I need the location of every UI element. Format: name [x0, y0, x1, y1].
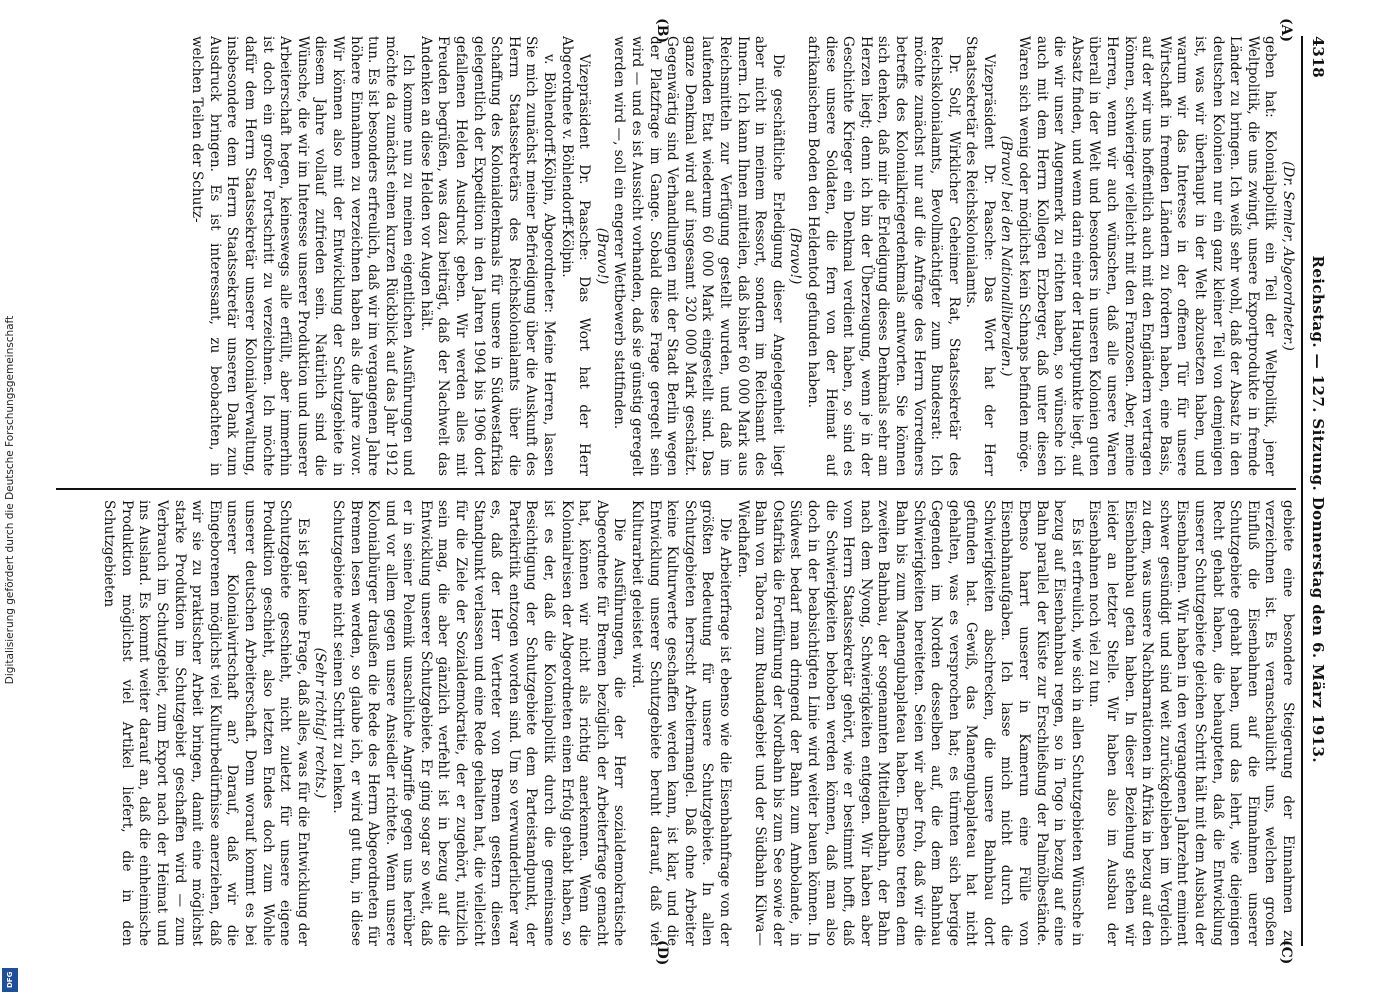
margin-mark-b: (B): [654, 18, 670, 44]
interjection: (Bravo!): [787, 227, 804, 285]
scanned-page: [50, 16, 1330, 966]
paragraph: Vizepräsident Dr. Paasche: Das Wort hat der Herr Staatssekretär des Reichskolonialamts.: [963, 36, 997, 476]
page-number: 4318: [1308, 36, 1327, 78]
paragraph: Es ist gar keine Frage, daß alles, was für die Entwicklung der Schutzgebiete geschieht, nicht zuletzt für unsere eigene Produktion geschieht, also letzten Endes doch zum Wohle unserer deutschen Arbeiterschaft. Denn worauf kommt es bei unserer Kolonialwirtschaft an? Darauf, daß wir die Eingeborenen möglichst viel Kulturbedürfnisse anerziehen, daß wir sie zu praktischer Arbeit bringen, damit eine möglichst starke Produktion im Schutzgebiet geschaffen wird — zum Verbrauch im Schutzgebiet, zum Export nach der Heimat und ins Ausland. Es kommt weiter darauf an, daß die einheimische Produktion möglichst viel Artikel liefert, die in den Schutzgebieten: [101, 500, 311, 946]
running-title: Reichstag. — 127. Sitzung. Donnerstag den 6. März 1913.: [1308, 255, 1327, 764]
paragraph: gebiete eine besondere Steigerung der Einnahmen zu verzeichnen ist. Es veranschaulicht uns, welchen großen Einfluß die Eisenbahnen auf die Einnahmen unserer Schutzgebiete gehabt haben, und das lehrt, wie diejenigen Recht gehabt haben, die behaupteten, daß die Entwicklung unserer Schutzgebiete gleichen Schritt hält mit dem Ausbau der Eisenbahnen. Wir haben in den vergangenen Jahrzehnt eminent schwer gesündigt und sind weit zurückgeblieben im Vergleich zu dem, was unsere Nachbarnationen in Afrika in bezug auf den Eisenbahnbau getan haben. In dieser Beziehung stehen wir leider an letzter Stelle. Wir haben also im Ausbau der Eisenbahnen noch viel zu tun.: [1086, 500, 1296, 946]
paragraph: Es ist erfreulich, wie sich in allen Schutzgebieten Wünsche in bezug auf Eisenbahnbau regen, so in Togo in bezug auf eine Bahn parallel der Küste zur Erschließung der Palmölbestände. Ebenso harrt unserer in Kamerun eine Fülle von Eisenbahnaufgaben. Ich lasse mich nicht durch die Schwierigkeiten abschrecken, die unsere Bahnbau dort gefunden hat. Gewiß, das Manengubaplateau hat nicht gehalten, was es versprochen hat; es türmten sich bergige Gegenden im Norden desselben auf, die dem Bahnbau Schwierigkeiten bereiteten. Seien wir aber froh, daß wir die Bahn bis zum Manengubaplateau haben. Ebenso treten dem zweiten Bahnbau, der sogenannten Mittellandbahn, der Bahn nach dem Nyong, Schwierigkeiten entgegen. Wir haben aber vom Herrn Staatssekretär gehört, wie er bestimmt hofft, daß die Schwierigkeiten behoben werden können, daß man also doch in der beabsichtigten Linie wird weiter bauen können. In Südwest bedarf man dringend der Bahn zum Ambolande, in Ostafrika die Fortführung der Nordbahn bis zum See sowie der Bahn von Tabora zum Ruandagebiet und der Südbahn Kilwa—Wiedhafen.: [734, 500, 1085, 946]
interjection: (Sehr richtig! rechts.): [312, 647, 329, 799]
column-divider: [56, 488, 1296, 490]
paragraph: v. Böhlendorff-Kölpin, Abgeordneter: Meine Herren, lassen Sie mich zunächst meiner Befriedigung über die Auskunft des Herrn Staatssekretärs des Reichskolonialamts über die Schaffung des Kolonialdenkmals für unsere in Südwestafrika gelegentlich der Expedition in den Jahren 1904 bis 1906 dort gefallenen Helden Ausdruck geben. Wir werden alles mit Freuden begrüßen, was dazu beiträgt, daß der Nachwelt das Andenken an diese Helden vor Augen hält.: [417, 36, 558, 476]
paragraph: Die Ausführungen, die der Herr sozialdemokratische Abgeordnete für Bremen bezüglich der Arbeiterfrage gemacht hat, können wir nicht als richtig anerkennen. Wenn die Kolonialreisen der Abgeordneten einen Erfolg gehabt haben, so ist es der, daß die Kolonialpolitik durch die gemeinsame Besichtigung der Schutzgebiete dem Parteistandpunkt, der Parteikritik entzogen worden sind. Um so verwunderlicher war es, daß der Herr Vertreter von Bremen gestern diesen Standpunkt verlassen und eine Rede gehalten hat, die vielleicht für die Ziele der Sozialdemokratie, der er zugehört, nützlich sein mag, die aber gänzlich verfehlt ist in bezug auf die Entwicklung unserer Schutzgebiete. Er ging sogar so weit, daß er in seiner Polemik unsachliche Angriffe gegen uns herüber und vor allem gegen unsere Ansiedler richtete. Wenn unsere Kolonialbürger draußen die Rede des Herrn Abgeordneten für Bremen lesen werden, so glaube ich, er wird gut tun, in diese Schutzgebiete nicht seinen Schritt zu lenken.: [329, 500, 628, 946]
digitization-notice-text: Digitalisierung gefördert durch die Deutsche Forschungsgemeinschaft: [4, 315, 17, 685]
left-column: [56, 36, 1296, 476]
digitization-notice: [0, 0, 20, 1000]
right-column: [56, 500, 1296, 946]
page-header: [1304, 36, 1330, 946]
paragraph: Ich komme nun zu meinen eigentlichen Ausführungen und möchte da zunächst einen kurzen Rückblick auf das Jahr 1912 tun. Es ist besonders erfreulich, daß wir im vergangenen Jahre höhere Einnahmen zu verzeichnen haben als die Jahre zuvor. Wir können also mit der Entwicklung der Schutzgebiete in diesem Jahre vollauf zufrieden sein. Natürlich sind die Wünsche, die wir im Interesse unserer Produktion und unserer Arbeiterschaft hegen, keineswegs alle erfüllt, aber immerhin ist doch ein großer Fortschritt zu verzeichnen. Ich möchte dafür dem Herrn Staatssekretär unserer Kolonialverwaltung, insbesondere dem Herrn Staatssekretär unseren Dank zum Ausdruck bringen. Es ist interessant, zu beobachten, in welchen Teilen der Schutz-: [189, 36, 417, 476]
rotated-page-content: [50, 16, 1330, 966]
margin-mark-c: (C): [1278, 940, 1294, 965]
paragraph: Dr. Solf, Wirklicher Geheimer Rat, Staatssekretär des Reichskolonialamts, Bevollmächtigter zum Bundesrat: Ich möchte zunächst nur auf die Anfrage des Herrn Vorredners betreffs des Kolonialkriegerdenkmals antworten. Sie können sich denken, daß mir die Erledigung dieses Denkmals sehr am Herzen liegt; denn ich bin der Überzeugung, wenn je in der Geschichte Krieger ein Denkmal verdient haben, so sind es diese unsere Soldaten, die fern von der Heimat auf afrikanischem Boden den Heldentod gefunden haben.: [804, 36, 962, 476]
margin-mark-d: (D): [654, 940, 670, 966]
header-rule: [1301, 36, 1303, 946]
dfg-logo-text: DFG: [6, 971, 14, 989]
header-spacer: [1308, 941, 1326, 946]
interjection: (Bravo!): [593, 227, 610, 285]
paragraph: Die geschäftliche Erledigung dieser Angelegenheit liegt aber nicht in meinem Ressort, sondern im Reichsamt des Innern. Ich kann Ihnen mitteilen, daß bisher 60 000 Mark aus Reichsmitteln zur Verfügung gestellt wurden, und daß im laufenden Etat wiederum 60 000 Mark eingestellt sind. Das ganze Denkmal wird auf insgesamt 320 000 Mark geschätzt. Gegenwärtig sind Verhandlungen mit der Stadt Berlin wegen der Platzfrage im Gange. Sobald diese Frage geregelt sein wird — und es ist Aussicht vorhanden, daß sie günstig geregelt werden wird —, soll ein engerer Wettbewerb stattfinden.: [611, 36, 786, 476]
paragraph: geben hat: Kolonialpolitik ein Teil der Weltpolitik, jener Weltpolitik, die uns zwingt, unsere Exportprodukte in fremde Länder zu bringen. Ich weiß sehr wohl, daß der Absatz in den deutschen Kolonien nur ein ganz kleiner Teil von demjenigen ist, was wir überhaupt in der Welt abzusetzen haben, und warum wir das Interesse in der offenen Tür für unsere Wirtschaft in fremden Ländern zu fordern haben, eine Basis, auf der wir uns hoffentlich auch mit den Engländern vertragen können, schwieriger vielleicht mit den Franzosen. Aber, meine Herren, wenn wir auch wünschen, daß alle unsere Waren überall in der Welt und besonders in unseren Kolonien guten Absatz finden, und wenn darin einer der Hauptpunkte liegt, auf die wir unser Augenmerk zu richten haben, so wünsche ich auch mit dem Herrn Kollegen Erzberger, daß unter diesen Waren sich wenig oder möglichst kein Schnaps befinden möge.: [1016, 36, 1279, 476]
paragraph: Die Arbeiterfrage ist ebenso wie die Eisenbahnfrage von der größten Bedeutung für unsere Schutzgebiete. In allen Schutzgebieten herrscht Arbeitermangel. Daß ohne Arbeiter keine Kulturwerte geschaffen werden kann, ist klar, und die Entwicklung unserer Schutzgebiete beruht darauf, daß viel Kulturarbeit geleistet wird.: [629, 500, 733, 946]
speaker-prefix: (Dr. Semler, Abgeordneter.): [1280, 161, 1296, 351]
margin-mark-a: (A): [1278, 18, 1294, 43]
interjection: (Bravo! bei den Nationalliberalen.): [998, 135, 1015, 377]
dfg-logo: [2, 968, 18, 992]
paragraph: Vizepräsident Dr. Paasche: Das Wort hat der Herr Abgeordnete v. Böhlendorff-Kölpin.: [558, 36, 593, 476]
